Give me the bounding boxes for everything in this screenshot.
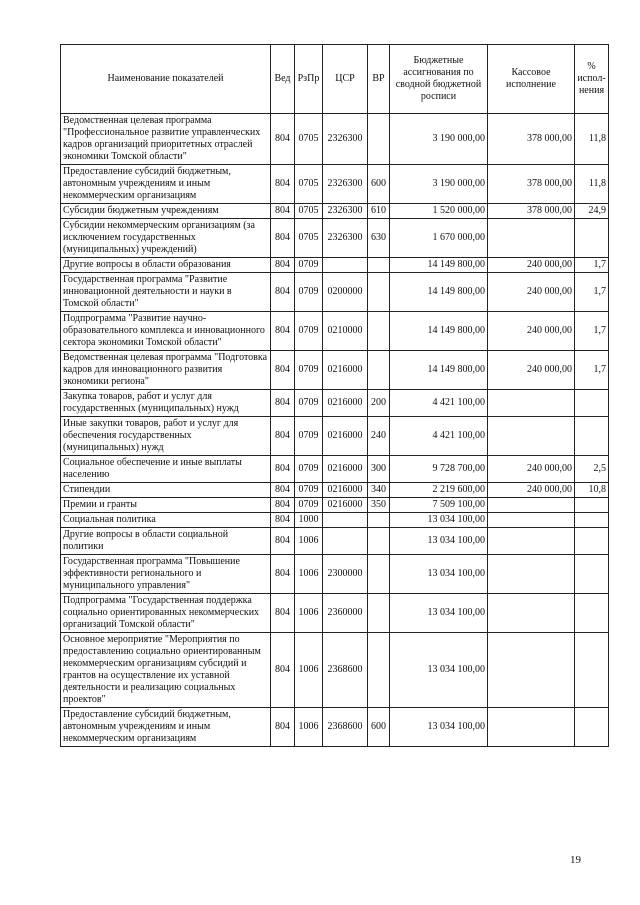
header-name: Наименование показателей — [61, 45, 271, 114]
cell-rzpr: 1006 — [295, 555, 323, 594]
cell-vr — [368, 513, 390, 528]
cell-name: Предоставление субсидий бюджетным, автономным учреждениям и иным некоммерческим организациям — [61, 708, 271, 747]
cell-rzpr: 0709 — [295, 390, 323, 417]
cell-pct: 24,9 — [575, 204, 609, 219]
table-row — [61, 351, 609, 390]
cell-ved: 804 — [271, 390, 295, 417]
cell-cash: 240 000,00 — [488, 258, 575, 273]
cell-pct — [575, 708, 609, 747]
cell-csr: 0216000 — [323, 390, 368, 417]
cell-pct — [575, 594, 609, 633]
cell-cash: 378 000,00 — [488, 165, 575, 204]
cell-pct: 1,7 — [575, 351, 609, 390]
cell-vr — [368, 114, 390, 165]
cell-name: Субсидии бюджетным учреждениям — [61, 204, 271, 219]
cell-ved: 804 — [271, 513, 295, 528]
cell-cash: 240 000,00 — [488, 483, 575, 498]
cell-rzpr: 0709 — [295, 312, 323, 351]
cell-rzpr: 1006 — [295, 594, 323, 633]
cell-budget: 14 149 800,00 — [390, 312, 488, 351]
cell-csr: 2326300 — [323, 219, 368, 258]
header-pct: % испол-нения — [575, 45, 609, 114]
cell-ved: 804 — [271, 312, 295, 351]
cell-cash — [488, 633, 575, 708]
cell-vr — [368, 633, 390, 708]
cell-name: Другие вопросы в области социальной политики — [61, 528, 271, 555]
table-row — [61, 390, 609, 417]
cell-name: Премии и гранты — [61, 498, 271, 513]
cell-csr — [323, 528, 368, 555]
cell-cash — [488, 708, 575, 747]
cell-cash — [488, 555, 575, 594]
cell-pct: 10,8 — [575, 483, 609, 498]
cell-budget: 13 034 100,00 — [390, 513, 488, 528]
cell-budget: 13 034 100,00 — [390, 594, 488, 633]
cell-name: Предоставление субсидий бюджетным, автономным учреждениям и иным некоммерческим организациям — [61, 165, 271, 204]
cell-csr: 2300000 — [323, 555, 368, 594]
cell-ved: 804 — [271, 456, 295, 483]
cell-name: Субсидии некоммерческим организациям (за исключением государственных (муниципальных) учреждений) — [61, 219, 271, 258]
cell-rzpr: 1006 — [295, 528, 323, 555]
cell-budget: 3 190 000,00 — [390, 114, 488, 165]
cell-ved: 804 — [271, 528, 295, 555]
cell-cash: 240 000,00 — [488, 351, 575, 390]
cell-vr — [368, 594, 390, 633]
cell-budget: 3 190 000,00 — [390, 165, 488, 204]
cell-rzpr: 0709 — [295, 483, 323, 498]
table-row — [61, 417, 609, 456]
cell-cash: 240 000,00 — [488, 456, 575, 483]
cell-pct: 11,8 — [575, 114, 609, 165]
header-csr: ЦСР — [323, 45, 368, 114]
cell-vr — [368, 351, 390, 390]
cell-budget: 13 034 100,00 — [390, 708, 488, 747]
cell-rzpr: 0705 — [295, 114, 323, 165]
cell-pct: 2,5 — [575, 456, 609, 483]
cell-budget: 14 149 800,00 — [390, 258, 488, 273]
cell-vr: 300 — [368, 456, 390, 483]
table-header-row — [61, 45, 609, 114]
budget-table — [60, 44, 609, 747]
cell-pct — [575, 390, 609, 417]
table-row — [61, 204, 609, 219]
cell-cash: 378 000,00 — [488, 114, 575, 165]
table-row — [61, 708, 609, 747]
cell-cash: 240 000,00 — [488, 273, 575, 312]
cell-ved: 804 — [271, 351, 295, 390]
cell-budget: 1 670 000,00 — [390, 219, 488, 258]
table-row — [61, 633, 609, 708]
cell-ved: 804 — [271, 114, 295, 165]
table-row — [61, 273, 609, 312]
cell-ved: 804 — [271, 483, 295, 498]
cell-name: Социальное обеспечение и иные выплаты населению — [61, 456, 271, 483]
cell-cash — [488, 513, 575, 528]
cell-ved: 804 — [271, 165, 295, 204]
cell-rzpr: 0709 — [295, 273, 323, 312]
cell-csr: 2326300 — [323, 204, 368, 219]
cell-pct — [575, 528, 609, 555]
cell-budget: 13 034 100,00 — [390, 528, 488, 555]
cell-pct — [575, 555, 609, 594]
cell-ved: 804 — [271, 417, 295, 456]
cell-name: Ведомственная целевая программа "Профессиональное развитие управленческих кадров организаций приоритетных отраслей экономики Томской области" — [61, 114, 271, 165]
cell-vr: 200 — [368, 390, 390, 417]
cell-cash — [488, 390, 575, 417]
table-row — [61, 219, 609, 258]
cell-name: Социальная политика — [61, 513, 271, 528]
cell-rzpr: 0709 — [295, 351, 323, 390]
cell-vr — [368, 312, 390, 351]
cell-budget: 14 149 800,00 — [390, 273, 488, 312]
cell-csr: 2368600 — [323, 633, 368, 708]
table-row — [61, 258, 609, 273]
header-budget: Бюджетные ассигнования по сводной бюджетной росписи — [390, 45, 488, 114]
cell-vr — [368, 555, 390, 594]
cell-csr — [323, 258, 368, 273]
cell-cash: 378 000,00 — [488, 204, 575, 219]
cell-ved: 804 — [271, 498, 295, 513]
header-cash: Кассовое исполнение — [488, 45, 575, 114]
cell-csr — [323, 513, 368, 528]
cell-name: Другие вопросы в области образования — [61, 258, 271, 273]
cell-name: Стипендии — [61, 483, 271, 498]
cell-csr: 0216000 — [323, 351, 368, 390]
cell-ved: 804 — [271, 633, 295, 708]
cell-cash: 240 000,00 — [488, 312, 575, 351]
cell-csr: 0210000 — [323, 312, 368, 351]
cell-csr: 2326300 — [323, 114, 368, 165]
cell-name: Ведомственная целевая программа "Подготовка кадров для инновационного развития экономики региона" — [61, 351, 271, 390]
cell-rzpr: 1006 — [295, 633, 323, 708]
cell-pct — [575, 417, 609, 456]
header-ved: Вед — [271, 45, 295, 114]
cell-rzpr: 0709 — [295, 498, 323, 513]
cell-rzpr: 0709 — [295, 417, 323, 456]
cell-cash — [488, 417, 575, 456]
table-row — [61, 456, 609, 483]
cell-pct — [575, 513, 609, 528]
cell-cash — [488, 594, 575, 633]
table-row — [61, 498, 609, 513]
cell-budget: 2 219 600,00 — [390, 483, 488, 498]
page-number: 19 — [570, 854, 581, 866]
table-row — [61, 513, 609, 528]
cell-name: Государственная программа "Повышение эффективности регионального и муниципального управления" — [61, 555, 271, 594]
cell-vr: 600 — [368, 165, 390, 204]
cell-name: Закупка товаров, работ и услуг для государственных (муниципальных) нужд — [61, 390, 271, 417]
cell-csr: 0200000 — [323, 273, 368, 312]
cell-pct: 1,7 — [575, 273, 609, 312]
cell-budget: 13 034 100,00 — [390, 555, 488, 594]
table-row — [61, 114, 609, 165]
cell-rzpr: 0705 — [295, 219, 323, 258]
cell-budget: 14 149 800,00 — [390, 351, 488, 390]
cell-budget: 4 421 100,00 — [390, 390, 488, 417]
table-row — [61, 555, 609, 594]
cell-ved: 804 — [271, 219, 295, 258]
cell-ved: 804 — [271, 708, 295, 747]
cell-vr: 240 — [368, 417, 390, 456]
cell-csr: 0216000 — [323, 417, 368, 456]
cell-name: Подпрограмма "Развитие научно-образовательного комплекса и инновационного сектора экономики Томской области" — [61, 312, 271, 351]
cell-name: Государственная программа "Развитие инновационной деятельности и науки в Томской области" — [61, 273, 271, 312]
cell-rzpr: 1006 — [295, 708, 323, 747]
cell-csr: 2326300 — [323, 165, 368, 204]
cell-pct: 1,7 — [575, 312, 609, 351]
cell-rzpr: 0705 — [295, 204, 323, 219]
table-row — [61, 594, 609, 633]
table-body — [61, 114, 609, 747]
cell-name: Основное мероприятие "Мероприятия по предоставлению социально ориентированным некоммерческим организациям субсидий и грантов на осуществление их уставной деятельности и реализацию социальных проектов" — [61, 633, 271, 708]
cell-name: Подпрограмма "Государственная поддержка социально ориентированных некоммерческих организаций Томской области" — [61, 594, 271, 633]
cell-vr: 610 — [368, 204, 390, 219]
cell-ved: 804 — [271, 204, 295, 219]
cell-pct: 11,8 — [575, 165, 609, 204]
cell-budget: 13 034 100,00 — [390, 633, 488, 708]
cell-pct: 1,7 — [575, 258, 609, 273]
table-row — [61, 528, 609, 555]
cell-vr: 600 — [368, 708, 390, 747]
cell-pct — [575, 633, 609, 708]
cell-ved: 804 — [271, 555, 295, 594]
cell-rzpr: 0705 — [295, 165, 323, 204]
cell-pct — [575, 219, 609, 258]
cell-budget: 9 728 700,00 — [390, 456, 488, 483]
cell-vr: 340 — [368, 483, 390, 498]
table-row — [61, 483, 609, 498]
cell-ved: 804 — [271, 594, 295, 633]
header-vr: ВР — [368, 45, 390, 114]
header-rzpr: РзПр — [295, 45, 323, 114]
cell-budget: 4 421 100,00 — [390, 417, 488, 456]
cell-csr: 0216000 — [323, 498, 368, 513]
cell-ved: 804 — [271, 273, 295, 312]
cell-csr: 2360000 — [323, 594, 368, 633]
table-row — [61, 312, 609, 351]
cell-vr — [368, 258, 390, 273]
cell-cash — [488, 498, 575, 513]
cell-csr: 2368600 — [323, 708, 368, 747]
cell-name: Иные закупки товаров, работ и услуг для обеспечения государственных (муниципальных) нужд — [61, 417, 271, 456]
cell-csr: 0216000 — [323, 456, 368, 483]
cell-csr: 0216000 — [323, 483, 368, 498]
cell-rzpr: 1000 — [295, 513, 323, 528]
cell-vr — [368, 528, 390, 555]
cell-budget: 1 520 000,00 — [390, 204, 488, 219]
cell-cash — [488, 219, 575, 258]
cell-budget: 7 509 100,00 — [390, 498, 488, 513]
cell-cash — [488, 528, 575, 555]
cell-vr: 350 — [368, 498, 390, 513]
cell-ved: 804 — [271, 258, 295, 273]
cell-pct — [575, 498, 609, 513]
cell-rzpr: 0709 — [295, 456, 323, 483]
cell-vr: 630 — [368, 219, 390, 258]
cell-rzpr: 0709 — [295, 258, 323, 273]
cell-vr — [368, 273, 390, 312]
table-row — [61, 165, 609, 204]
